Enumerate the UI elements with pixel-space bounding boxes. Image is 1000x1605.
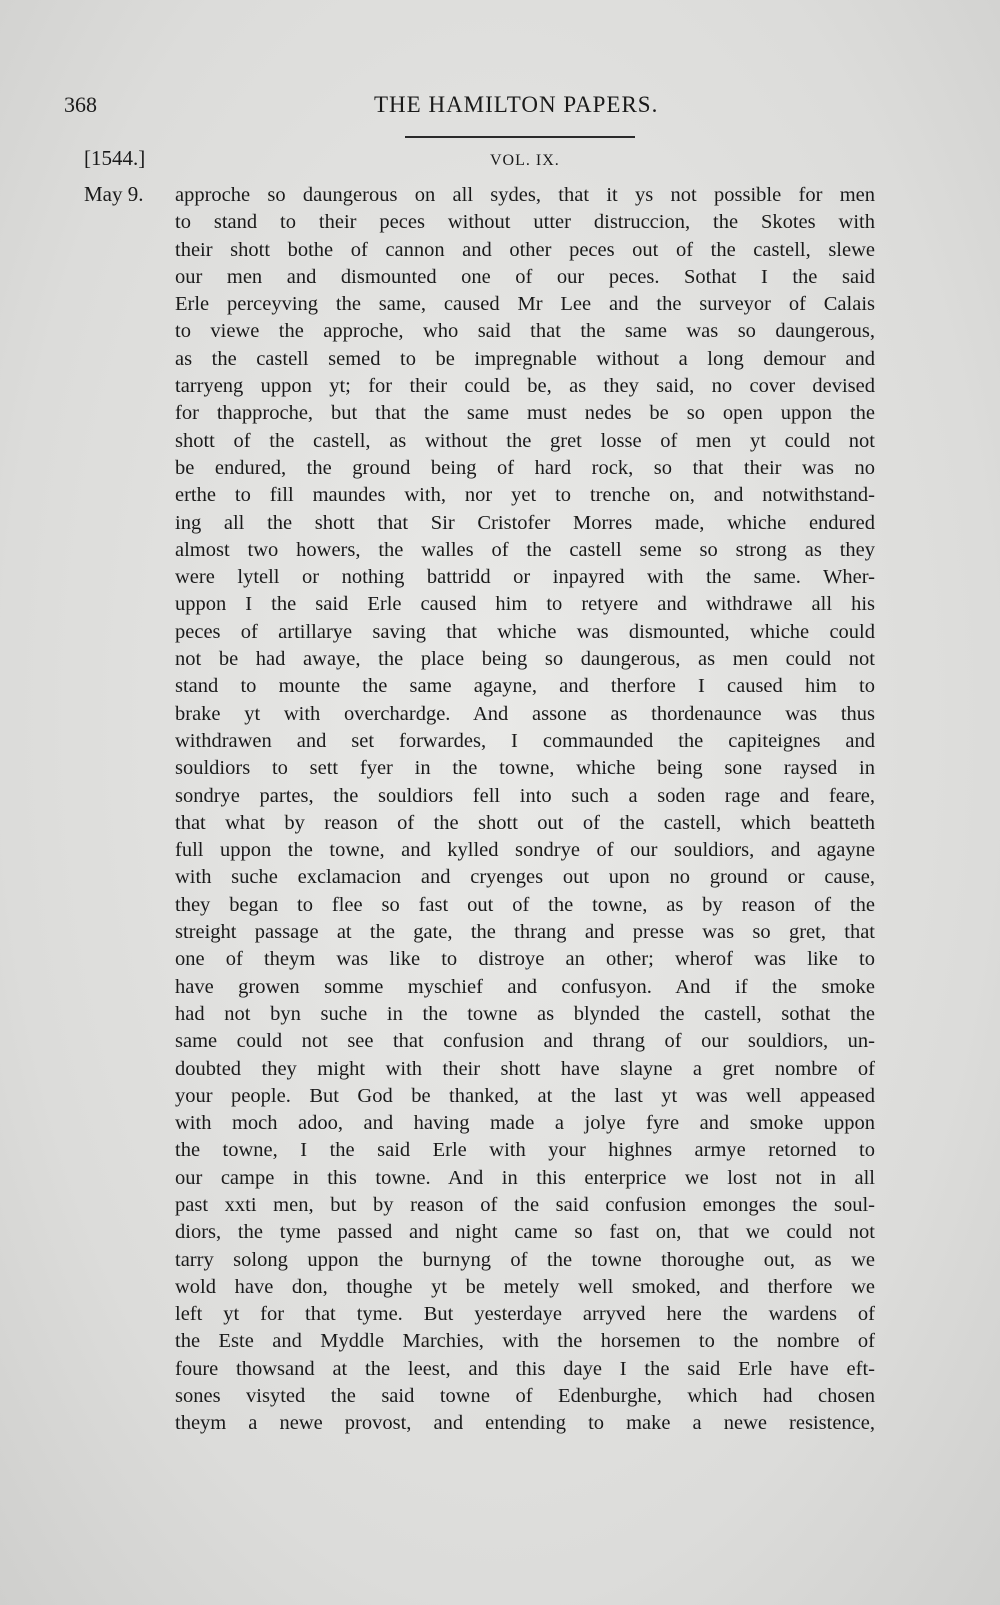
text-line: shott of the castell, as without the gret losse of men yt could not bbox=[175, 429, 875, 452]
text-line: full uppon the towne, and kylled sondrye of our souldiors, and agayne bbox=[175, 839, 875, 862]
text-line: tarryeng uppon yt; for their could be, as they said, no cover devised bbox=[175, 375, 875, 398]
header-rule bbox=[405, 136, 635, 138]
text-line: for thapproche, but that the same must nedes be so open uppon the bbox=[175, 402, 875, 425]
text-line: almost two howers, the walles of the castell seme so strong as they bbox=[175, 538, 875, 561]
text-line: uppon I the said Erle caused him to retyere and withdrawe all his bbox=[175, 593, 875, 616]
text-line: souldiors to sett fyer in the towne, whiche being sone raysed in bbox=[175, 757, 875, 780]
text-line: not be had awaye, the place being so daungerous, as men could not bbox=[175, 648, 875, 671]
text-line: stand to mounte the same agayne, and therfore I caused him to bbox=[175, 675, 875, 698]
margin-year: [1544.] bbox=[84, 146, 146, 170]
text-line: they began to flee so fast out of the towne, as by reason of the bbox=[175, 893, 875, 916]
text-line: tarry solong uppon the burnyng of the towne thoroughe out, as we bbox=[175, 1248, 875, 1271]
text-line: with moch adoo, and having made a jolye fyre and smoke uppon bbox=[175, 1112, 875, 1135]
text-line: foure thowsand at the leest, and this daye I the said Erle have eft- bbox=[175, 1357, 875, 1380]
text-line: had not byn suche in the towne as blynded the castell, sothat the bbox=[175, 1002, 875, 1025]
text-line: left yt for that tyme. But yesterdaye arryved here the wardens of bbox=[175, 1303, 875, 1326]
text-line: our campe in this towne. And in this enterprice we lost not in all bbox=[175, 1166, 875, 1189]
text-line: past xxti men, but by reason of the said confusion emonges the soul- bbox=[175, 1193, 875, 1216]
text-line: with suche exclamacion and cryenges out upon no ground or cause, bbox=[175, 866, 875, 889]
text-line: the towne, I the said Erle with your highnes armye retorned to bbox=[175, 1139, 875, 1162]
text-line: Erle perceyving the same, caused Mr Lee and the surveyor of Calais bbox=[175, 293, 875, 316]
running-title: THE HAMILTON PAPERS. bbox=[374, 92, 659, 117]
text-line: to stand to their peces without utter distruccion, the Skotes with bbox=[175, 211, 875, 234]
text-line: be endured, the ground being of hard rock, so that their was no bbox=[175, 456, 875, 479]
text-line: your people. But God be thanked, at the last yt was well appeased bbox=[175, 1084, 875, 1107]
text-line: were lytell or nothing battridd or inpayred with the same. Wher- bbox=[175, 566, 875, 589]
volume-label: VOL. IX. bbox=[490, 152, 560, 169]
text-line: streight passage at the gate, the thrang and presse was so gret, that bbox=[175, 921, 875, 944]
text-line: one of theym was like to distroye an other; wherof was like to bbox=[175, 948, 875, 971]
text-line: theym a newe provost, and entending to make a newe resistence, bbox=[175, 1412, 875, 1435]
page-header bbox=[64, 92, 884, 132]
text-line: our men and dismounted one of our peces. Sothat I the said bbox=[175, 265, 875, 288]
text-line: erthe to fill maundes with, nor yet to trenche on, and notwithstand- bbox=[175, 484, 875, 507]
text-line: to viewe the approche, who said that the same was so daungerous, bbox=[175, 320, 875, 343]
page-number: 368 bbox=[64, 92, 97, 117]
text-line: that what by reason of the shott out of the castell, which beatteth bbox=[175, 811, 875, 834]
text-line: the Este and Myddle Marchies, with the horsemen to the nombre of bbox=[175, 1330, 875, 1353]
margin-date: May 9. bbox=[84, 182, 144, 206]
text-line: doubted they might with their shott have slayne a gret nombre of bbox=[175, 1057, 875, 1080]
text-line: brake yt with overchardge. And assone as thordenaunce was thus bbox=[175, 702, 875, 725]
text-line: sondrye partes, the souldiors fell into such a soden rage and feare, bbox=[175, 784, 875, 807]
text-line: same could not see that confusion and thrang of our souldiors, un- bbox=[175, 1030, 875, 1053]
text-line: diors, the tyme passed and night came so fast on, that we could not bbox=[175, 1221, 875, 1244]
text-line: sones visyted the said towne of Edenburghe, which had chosen bbox=[175, 1385, 875, 1408]
text-line: have growen somme myschief and confusyon. And if the smoke bbox=[175, 975, 875, 998]
body-text bbox=[175, 182, 875, 1438]
text-line: wold have don, thoughe yt be metely well smoked, and therfore we bbox=[175, 1275, 875, 1298]
text-line: peces of artillarye saving that whiche was dismounted, whiche could bbox=[175, 620, 875, 643]
text-line: their shott bothe of cannon and other peces out of the castell, slewe bbox=[175, 238, 875, 261]
text-line: withdrawen and set forwardes, I commaunded the capiteignes and bbox=[175, 729, 875, 752]
text-line: as the castell semed to be impregnable without a long demour and bbox=[175, 347, 875, 370]
text-line: approche so daungerous on all sydes, that it ys not possible for men bbox=[175, 184, 875, 206]
text-line: ing all the shott that Sir Cristofer Morres made, whiche endured bbox=[175, 511, 875, 534]
